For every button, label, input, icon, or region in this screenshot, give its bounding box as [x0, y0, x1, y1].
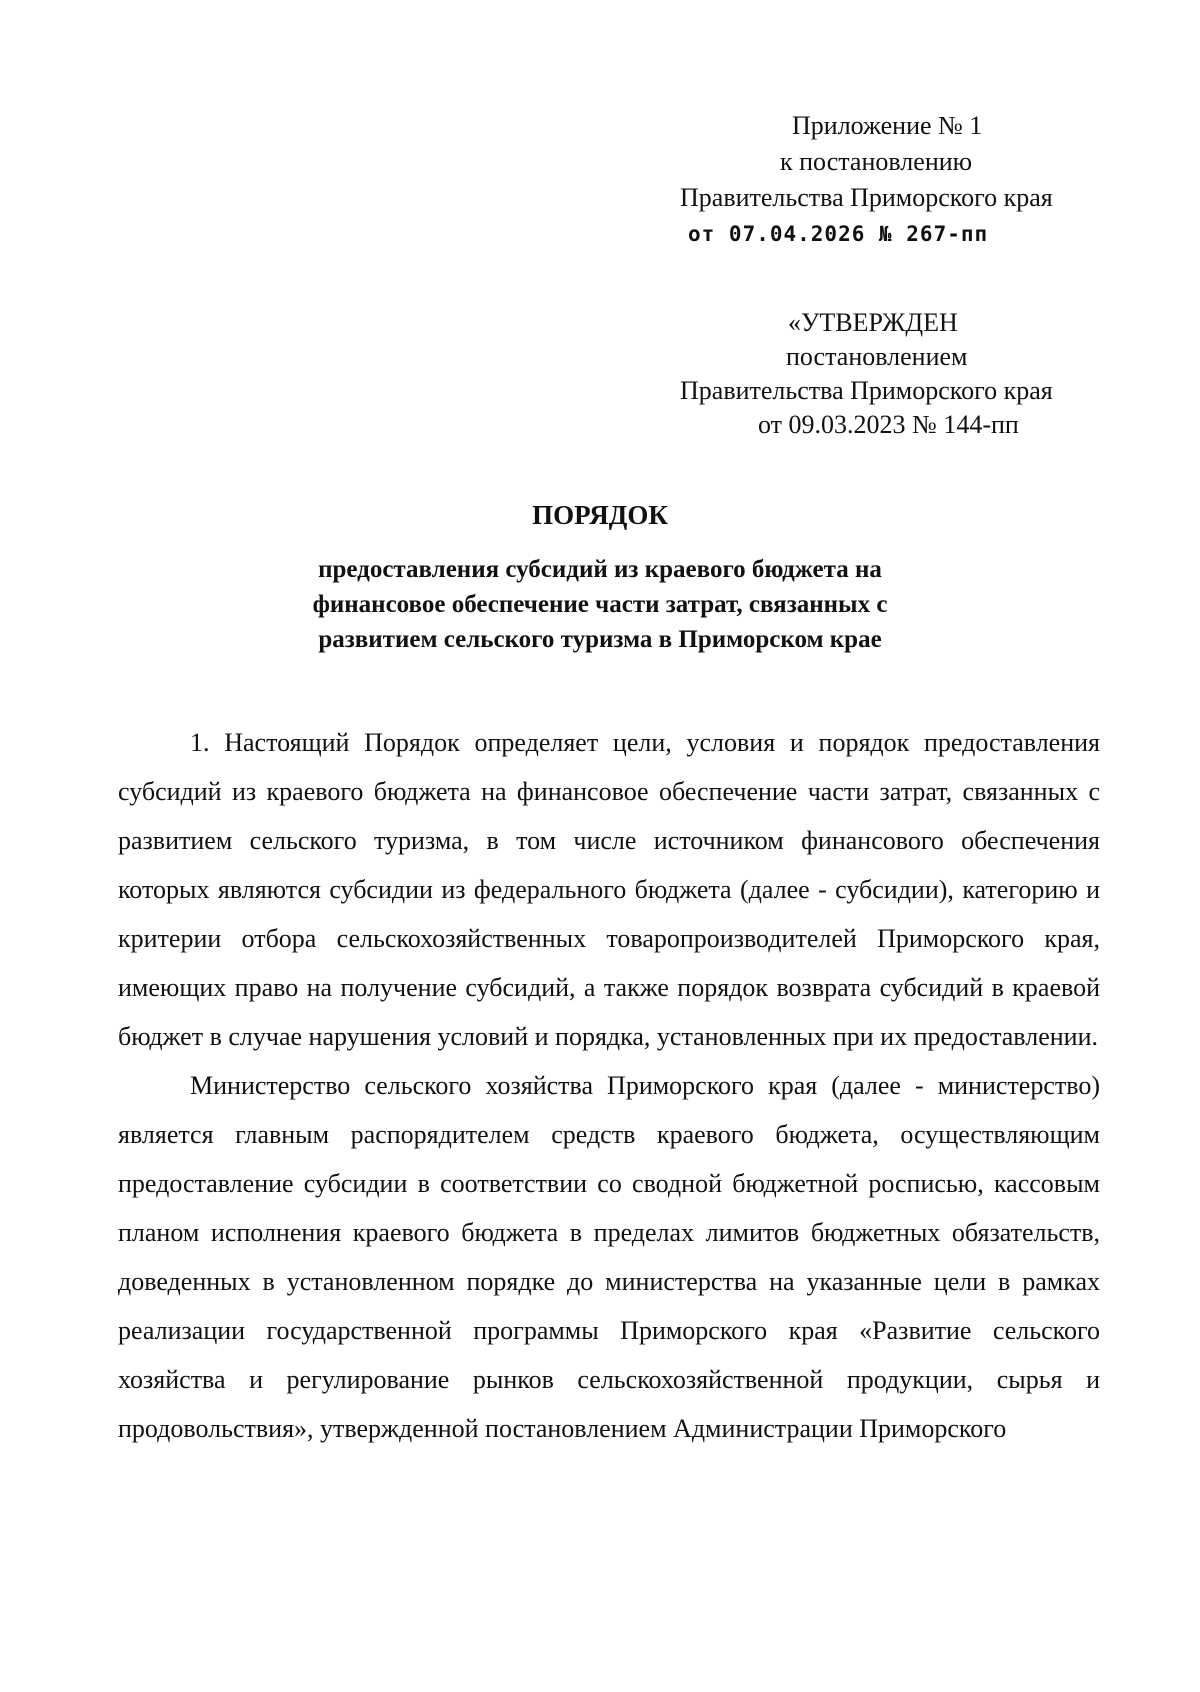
document-subtitle	[240, 552, 960, 657]
approved-by-resolution: постановлением	[786, 342, 968, 371]
approved-date-number: от 09.03.2023 № 144-пп	[758, 410, 1019, 439]
approved-block	[680, 306, 1100, 442]
approved-label: «УТВЕРЖДЕН	[788, 308, 958, 337]
document-body	[118, 718, 1100, 1453]
subtitle-line: предоставления субсидий из краевого бюджета на	[318, 556, 882, 583]
appendix-date-number: от 07.04.2026 № 267-пп	[688, 222, 989, 246]
appendix-number: Приложение № 1	[792, 111, 983, 140]
subtitle-line: развитием сельского туризма в Приморском крае	[318, 626, 882, 653]
appendix-header	[680, 108, 1100, 252]
appendix-to-resolution: к постановлению	[780, 147, 973, 176]
approved-government: Правительства Приморского края	[680, 376, 1053, 405]
body-paragraph: Министерство сельского хозяйства Приморского края (далее - министерство) является главным распорядителем средств краевого бюджета, осуществляющим предоставление субсидии в соответствии со сводной бюджетной росписью, кассовым планом исполнения краевого бюджета в пределах лимитов бюджетных обязательств, доведенных в установленном порядке до министерства на указанные цели в рамках реализации государственной программы Приморского края «Развитие сельского хозяйства и регулирование рынков сельскохозяйственной продукции, сырья и продовольствия», утвержденной постановлением Администрации Приморского	[118, 1071, 1100, 1443]
body-paragraph: 1. Настоящий Порядок определяет цели, условия и порядок предоставления субсидий из краевого бюджета на финансовое обеспечение части затрат, связанных с развитием сельского туризма, в том числе источником финансового обеспечения которых являются субсидии из федерального бюджета (далее - субсидии), категорию и критерии отбора сельскохозяйственных товаропроизводителей Приморского края, имеющих право на получение субсидий, а также порядок возврата субсидий в краевой бюджет в случае нарушения условий и порядка, установленных при их предоставлении.	[118, 728, 1100, 1051]
appendix-government: Правительства Приморского края	[680, 183, 1053, 212]
subtitle-line: финансовое обеспечение части затрат, связанных с	[312, 591, 888, 618]
document-title: ПОРЯДОК	[532, 500, 668, 530]
